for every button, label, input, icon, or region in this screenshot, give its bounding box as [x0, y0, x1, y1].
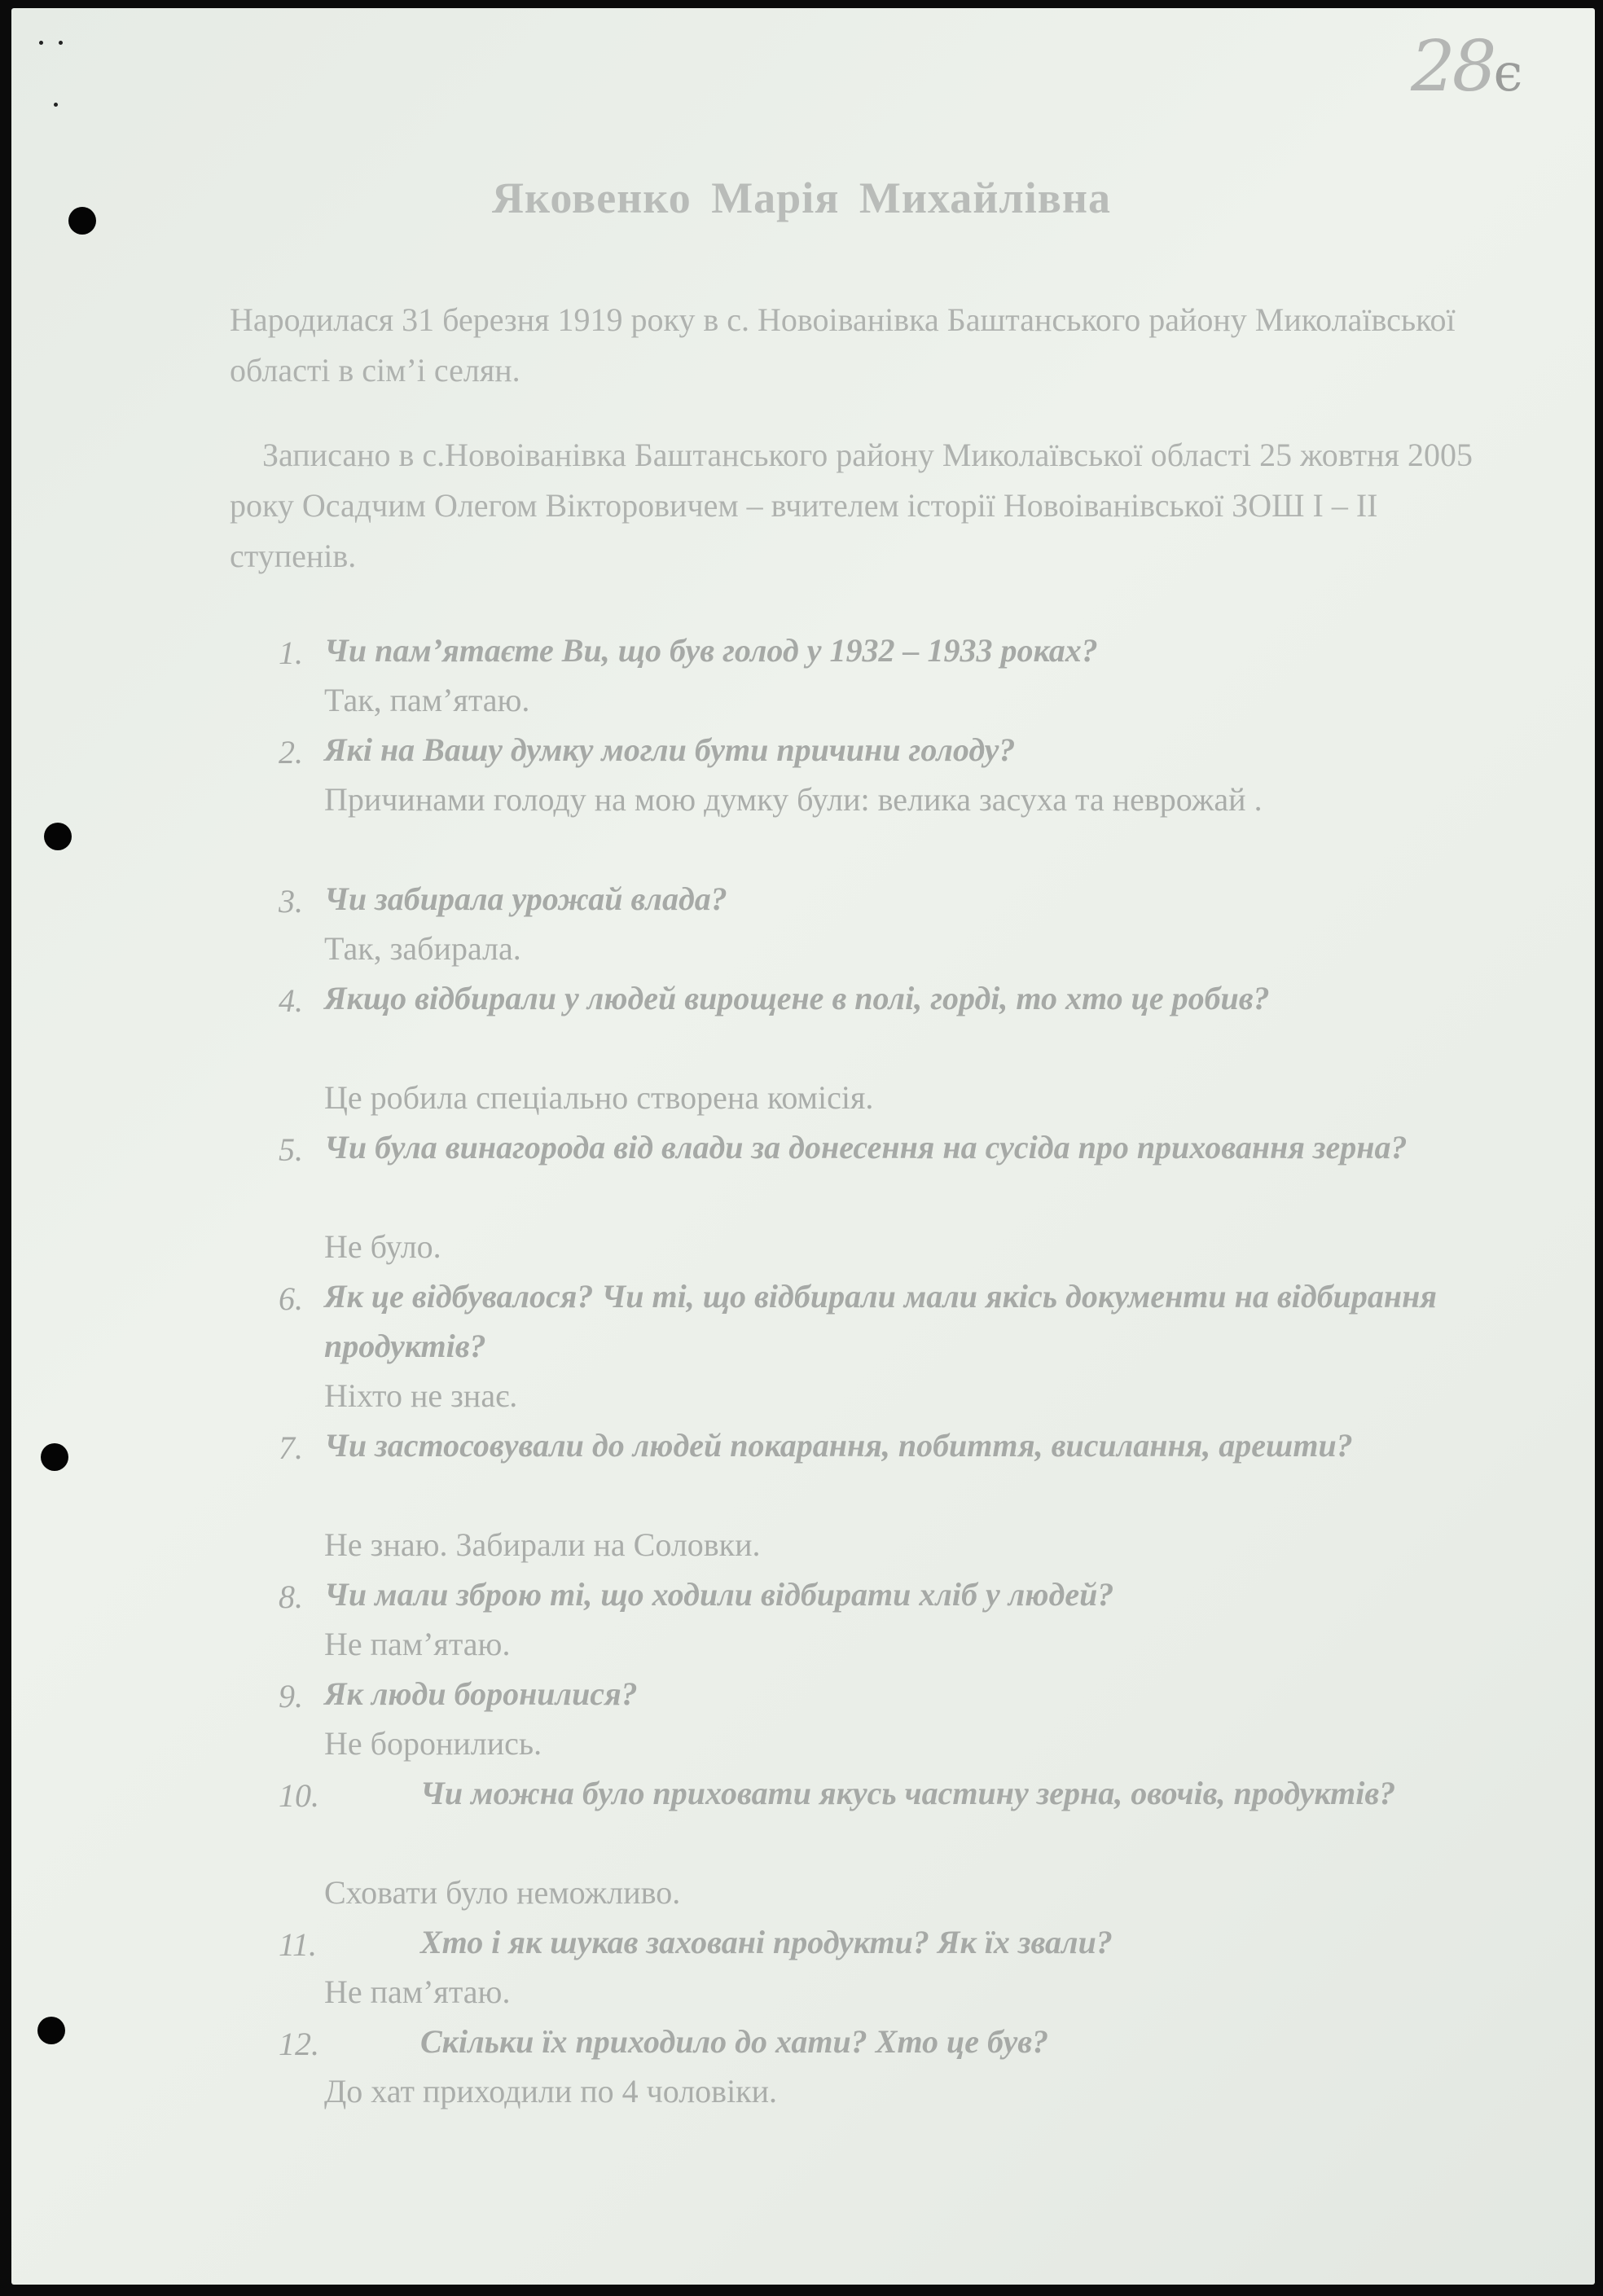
question-text: Чи мали зброю ті, що ходили відбирати хліб у людей?	[324, 1576, 1114, 1613]
question-text: Чи можна було приховати якусь частину зерна, овочів, продуктів?	[420, 1775, 1396, 1811]
question-text: Чи забирала урожай влада?	[324, 880, 727, 917]
question-number: 4.	[279, 982, 303, 1019]
question-text: Чи застосовували до людей покарання, побиття, висилання, арешти?	[324, 1427, 1353, 1464]
question-text: Які на Вашу думку могли бути причини голоду?	[324, 731, 1016, 768]
answer-text: Не боронились.	[324, 1725, 542, 1762]
answer-text: Не пам’ятаю.	[324, 1626, 511, 1662]
question-text: Хто і як шукав заховані продукти? Як їх звали?	[420, 1924, 1113, 1960]
question-number: 12.	[279, 2026, 319, 2062]
question-number: 9.	[279, 1678, 303, 1714]
scan-speck	[59, 41, 63, 45]
scan-speck	[39, 41, 43, 45]
question-text: Чи пам’ятаєте Ви, що був голод у 1932 – 1933 роках?	[324, 632, 1098, 669]
question-number: 5.	[279, 1131, 303, 1168]
question-number: 6.	[279, 1280, 303, 1317]
recording-note-paragraph: Записано в с.Новоіванівка Баштанського району Миколаївської області 25 жовтня 2005 року Осадчим Олегом Вікторовичем – вчителем історії Новоіванівської ЗОШ I – II ступенів.	[230, 437, 1473, 574]
answer-text: Це робила спеціально створена комісія.	[324, 1079, 874, 1116]
answer-text: Так, забирала.	[324, 930, 521, 967]
answer-text: Причинами голоду на мою думку були: велика засуха та неврожай .	[324, 781, 1263, 818]
answer-text: Так, пам’ятаю.	[324, 682, 530, 718]
answer-text: До хат приходили по 4 чоловіки.	[324, 2073, 778, 2109]
handwritten-archive-number: 28є	[1411, 26, 1523, 108]
question-number: 8.	[279, 1578, 303, 1615]
answer-text: Не пам’ятаю.	[324, 1973, 511, 2010]
question-text: Як це відбувалося? Чи ті, що відбирали мали якісь документи на відбирання продуктів?	[324, 1278, 1437, 1364]
question-number: 3.	[279, 883, 303, 920]
question-number: 11.	[279, 1926, 318, 1963]
question-text: Як люди боронилися?	[324, 1675, 638, 1712]
biography-paragraph: Народилася 31 березня 1919 року в с. Новоіванівка Баштанського району Миколаївської області в сім’і селян.	[230, 301, 1456, 389]
answer-text: Ніхто не знає.	[324, 1377, 518, 1414]
question-text: Якщо відбирали у людей вирощене в полі, горді, то хто це робив?	[324, 980, 1270, 1016]
answer-text: Не знаю. Забирали на Соловки.	[324, 1526, 761, 1563]
question-text: Скільки їх приходило до хати? Хто це був?	[420, 2023, 1049, 2060]
question-number: 1.	[279, 634, 303, 671]
question-text: Чи була винагорода від влади за донесення на сусіда про приховання зерна?	[324, 1129, 1408, 1166]
question-number: 7.	[279, 1429, 303, 1466]
question-answer-list	[0, 626, 1603, 2173]
document-title: Яковенко Марія Михайлівна	[492, 173, 1111, 222]
scan-speck	[54, 103, 58, 107]
question-number: 2.	[279, 734, 303, 770]
answer-text: Сховати було неможливо.	[324, 1874, 681, 1911]
answer-text: Не було.	[324, 1228, 441, 1265]
question-number: 10.	[279, 1777, 319, 1814]
